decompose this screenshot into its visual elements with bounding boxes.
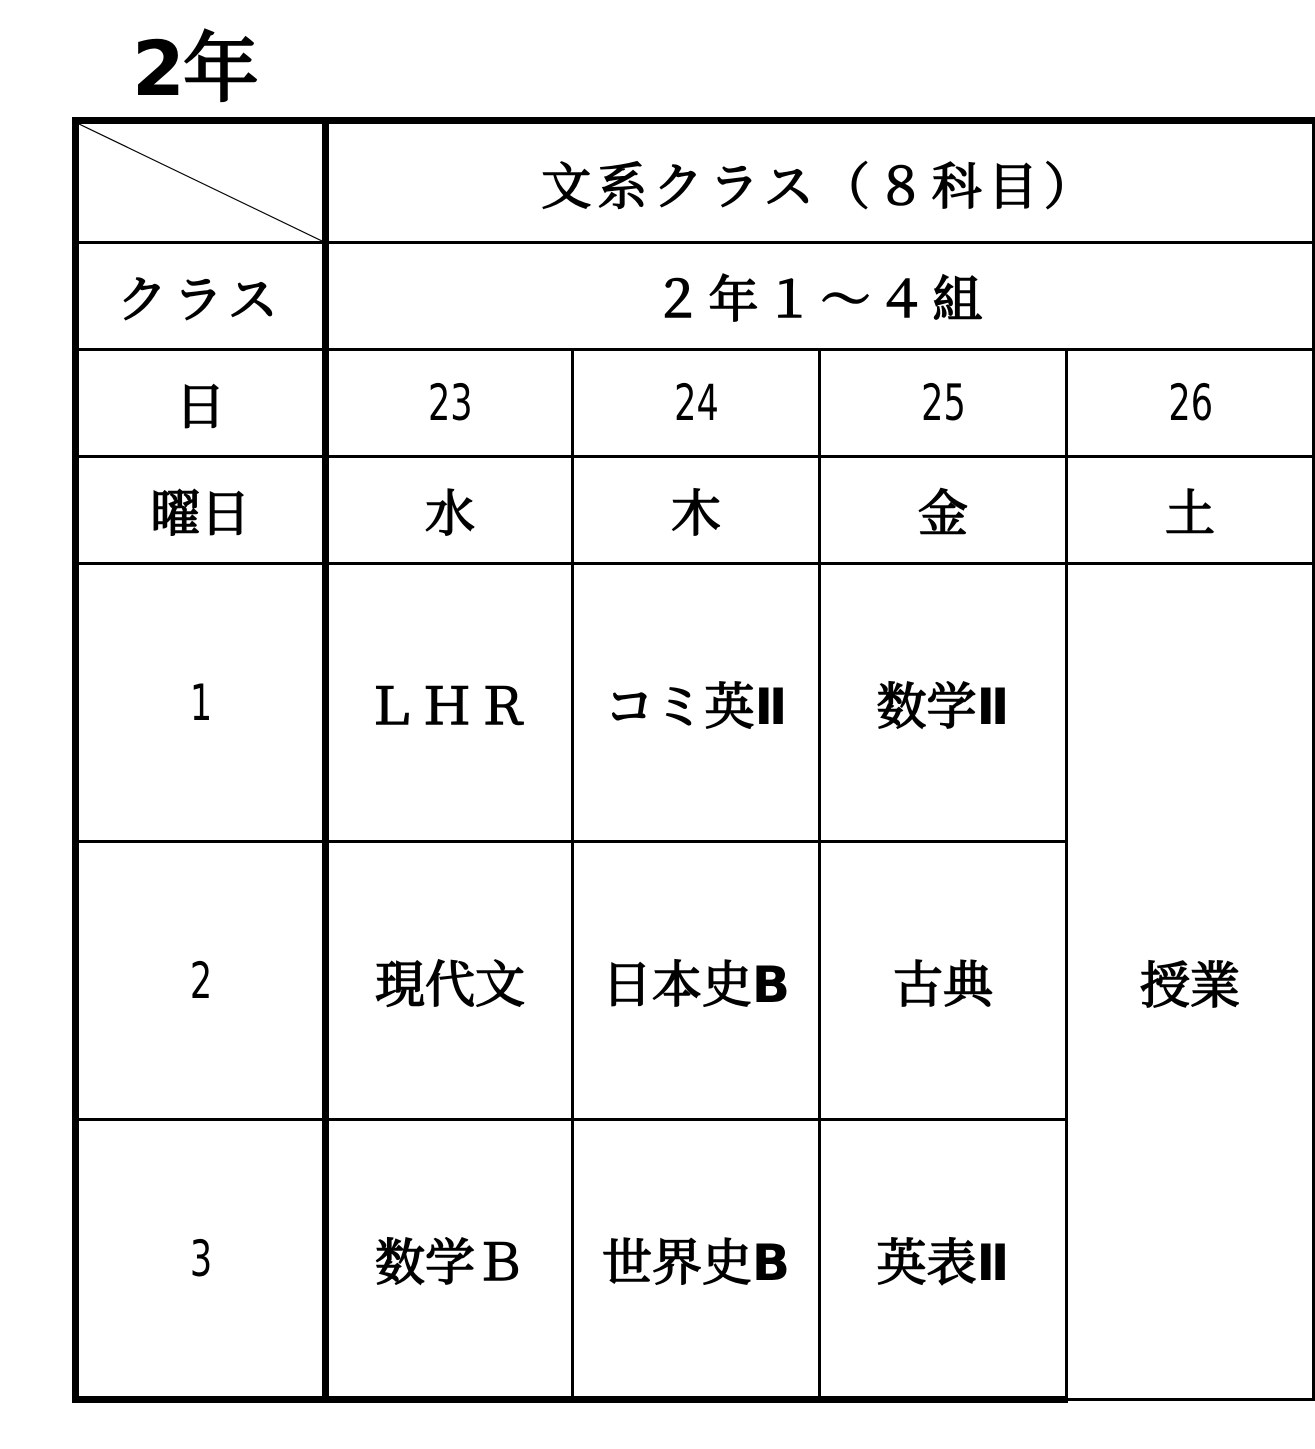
diagonal-line — [79, 124, 322, 241]
weekday-row — [76, 457, 1315, 564]
subject-cell: コミ英Ⅱ — [573, 564, 820, 842]
page-title: 2年 — [132, 24, 257, 113]
subject-cell: 日本史B — [573, 842, 820, 1120]
day-label: 日 — [76, 350, 326, 457]
weekday: 土 — [1067, 457, 1315, 564]
exam-schedule-table — [72, 117, 1315, 1403]
period-label: 2 — [103, 842, 298, 1120]
subject-cell: ＬＨＲ — [326, 564, 573, 842]
corner-cell — [76, 121, 326, 243]
saturday-subject-cell: 授業 — [1067, 564, 1315, 1400]
class-row — [76, 243, 1315, 350]
day-date: 25 — [847, 350, 1040, 457]
period-label: 3 — [103, 1120, 298, 1400]
subject-cell: 現代文 — [326, 842, 573, 1120]
class-value: ２年１～４組 — [326, 243, 1315, 350]
weekday: 水 — [326, 457, 573, 564]
period-label: 1 — [103, 564, 298, 842]
header-group-row — [76, 121, 1315, 243]
subject-cell: 英表Ⅱ — [820, 1120, 1067, 1400]
day-date: 23 — [353, 350, 546, 457]
subject-cell: 数学Ｂ — [326, 1120, 573, 1400]
class-label: クラス — [76, 243, 326, 350]
subject-cell: 世界史B — [573, 1120, 820, 1400]
weekday-label: 曜日 — [76, 457, 326, 564]
subject-cell: 古典 — [820, 842, 1067, 1120]
day-date: 26 — [1094, 350, 1288, 457]
period-row — [76, 564, 1315, 842]
weekday: 金 — [820, 457, 1067, 564]
day-row — [76, 350, 1315, 457]
weekday: 木 — [573, 457, 820, 564]
subject-cell: 数学Ⅱ — [820, 564, 1067, 842]
header-group-cell: 文系クラス（８科目） — [326, 121, 1315, 243]
day-date: 24 — [600, 350, 793, 457]
